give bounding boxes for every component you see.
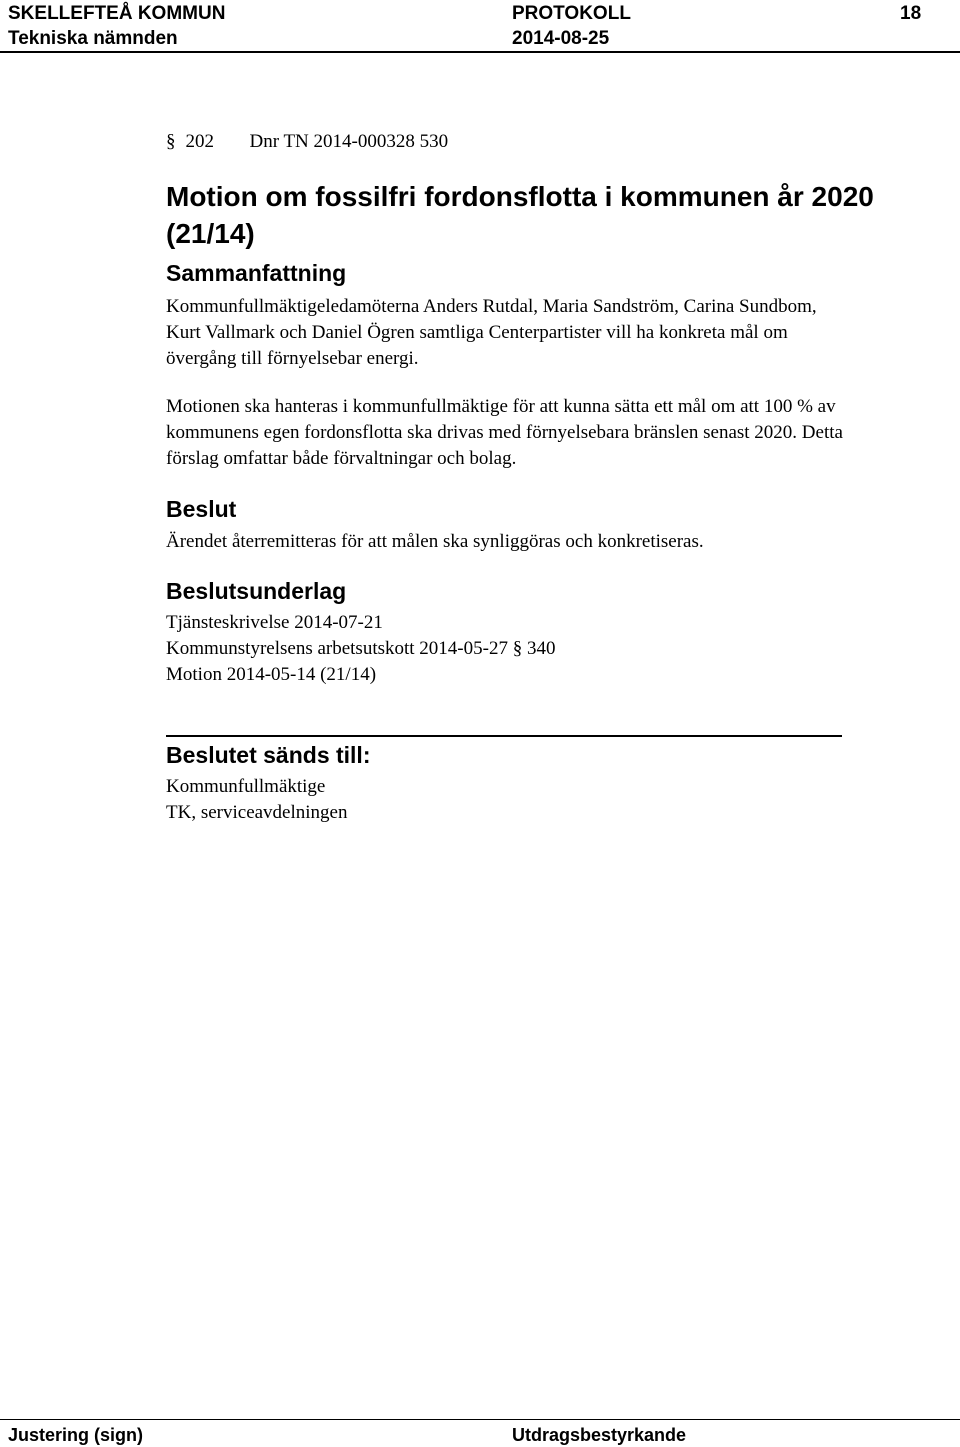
sent-to-heading: Beslutet sänds till: [166,742,371,768]
registration-number: Dnr TN 2014-000328 530 [249,131,449,152]
separator-line [166,735,842,737]
decision-text: Ärendet återremitteras för att målen ska synliggöras och konkretiseras. [166,531,704,552]
justering-label: Justering (sign) [8,1425,144,1445]
municipality-name: SKELLEFTEÅ KOMMUN [8,3,226,24]
basis-item: Motion 2014-05-14 (21/14) [166,664,377,685]
header-divider [0,51,960,53]
basis-item: Tjänsteskrivelse 2014-07-21 [166,612,383,633]
summary-paragraph-2: Motionen ska hanteras i kommunfullmäktige för att kunna sätta ett mål om att 100 % av kommunens egen fordonsflotta ska drivas med förnyelsebara bränslen senast 2020. Detta förslag omfattar både förvaltningar och bolag. [166,396,843,469]
page-title: Motion om fossilfri fordonsflotta i kommunen år 2020 (21/14) [166,181,874,249]
basis-heading: Beslutsunderlag [166,578,347,604]
recipient: TK, serviceavdelningen [166,802,348,823]
utdragsbestyrkande-label: Utdragsbestyrkande [512,1425,687,1445]
summary-paragraph-1: Kommunfullmäktigeledamöterna Anders Rutdal, Maria Sandström, Carina Sundbom, Kurt Vallmark och Daniel Ögren samtliga Centerpartister vill ha konkreta mål om övergång till förnyelsebar energi. [166,296,817,369]
decision-heading: Beslut [166,496,237,522]
section-symbol: § [166,131,176,152]
page-number: 18 [900,3,922,24]
section-reference [166,130,448,154]
footer-divider [0,1419,960,1420]
summary-heading: Sammanfattning [166,260,347,286]
document-type: PROTOKOLL [512,3,631,24]
meeting-date: 2014-08-25 [512,28,610,49]
basis-item: Kommunstyrelsens arbetsutskott 2014-05-27 § 340 [166,638,556,659]
section-number: 202 [185,131,214,152]
page-header [0,0,960,54]
recipient: Kommunfullmäktige [166,776,326,797]
committee-name: Tekniska nämnden [8,28,178,49]
